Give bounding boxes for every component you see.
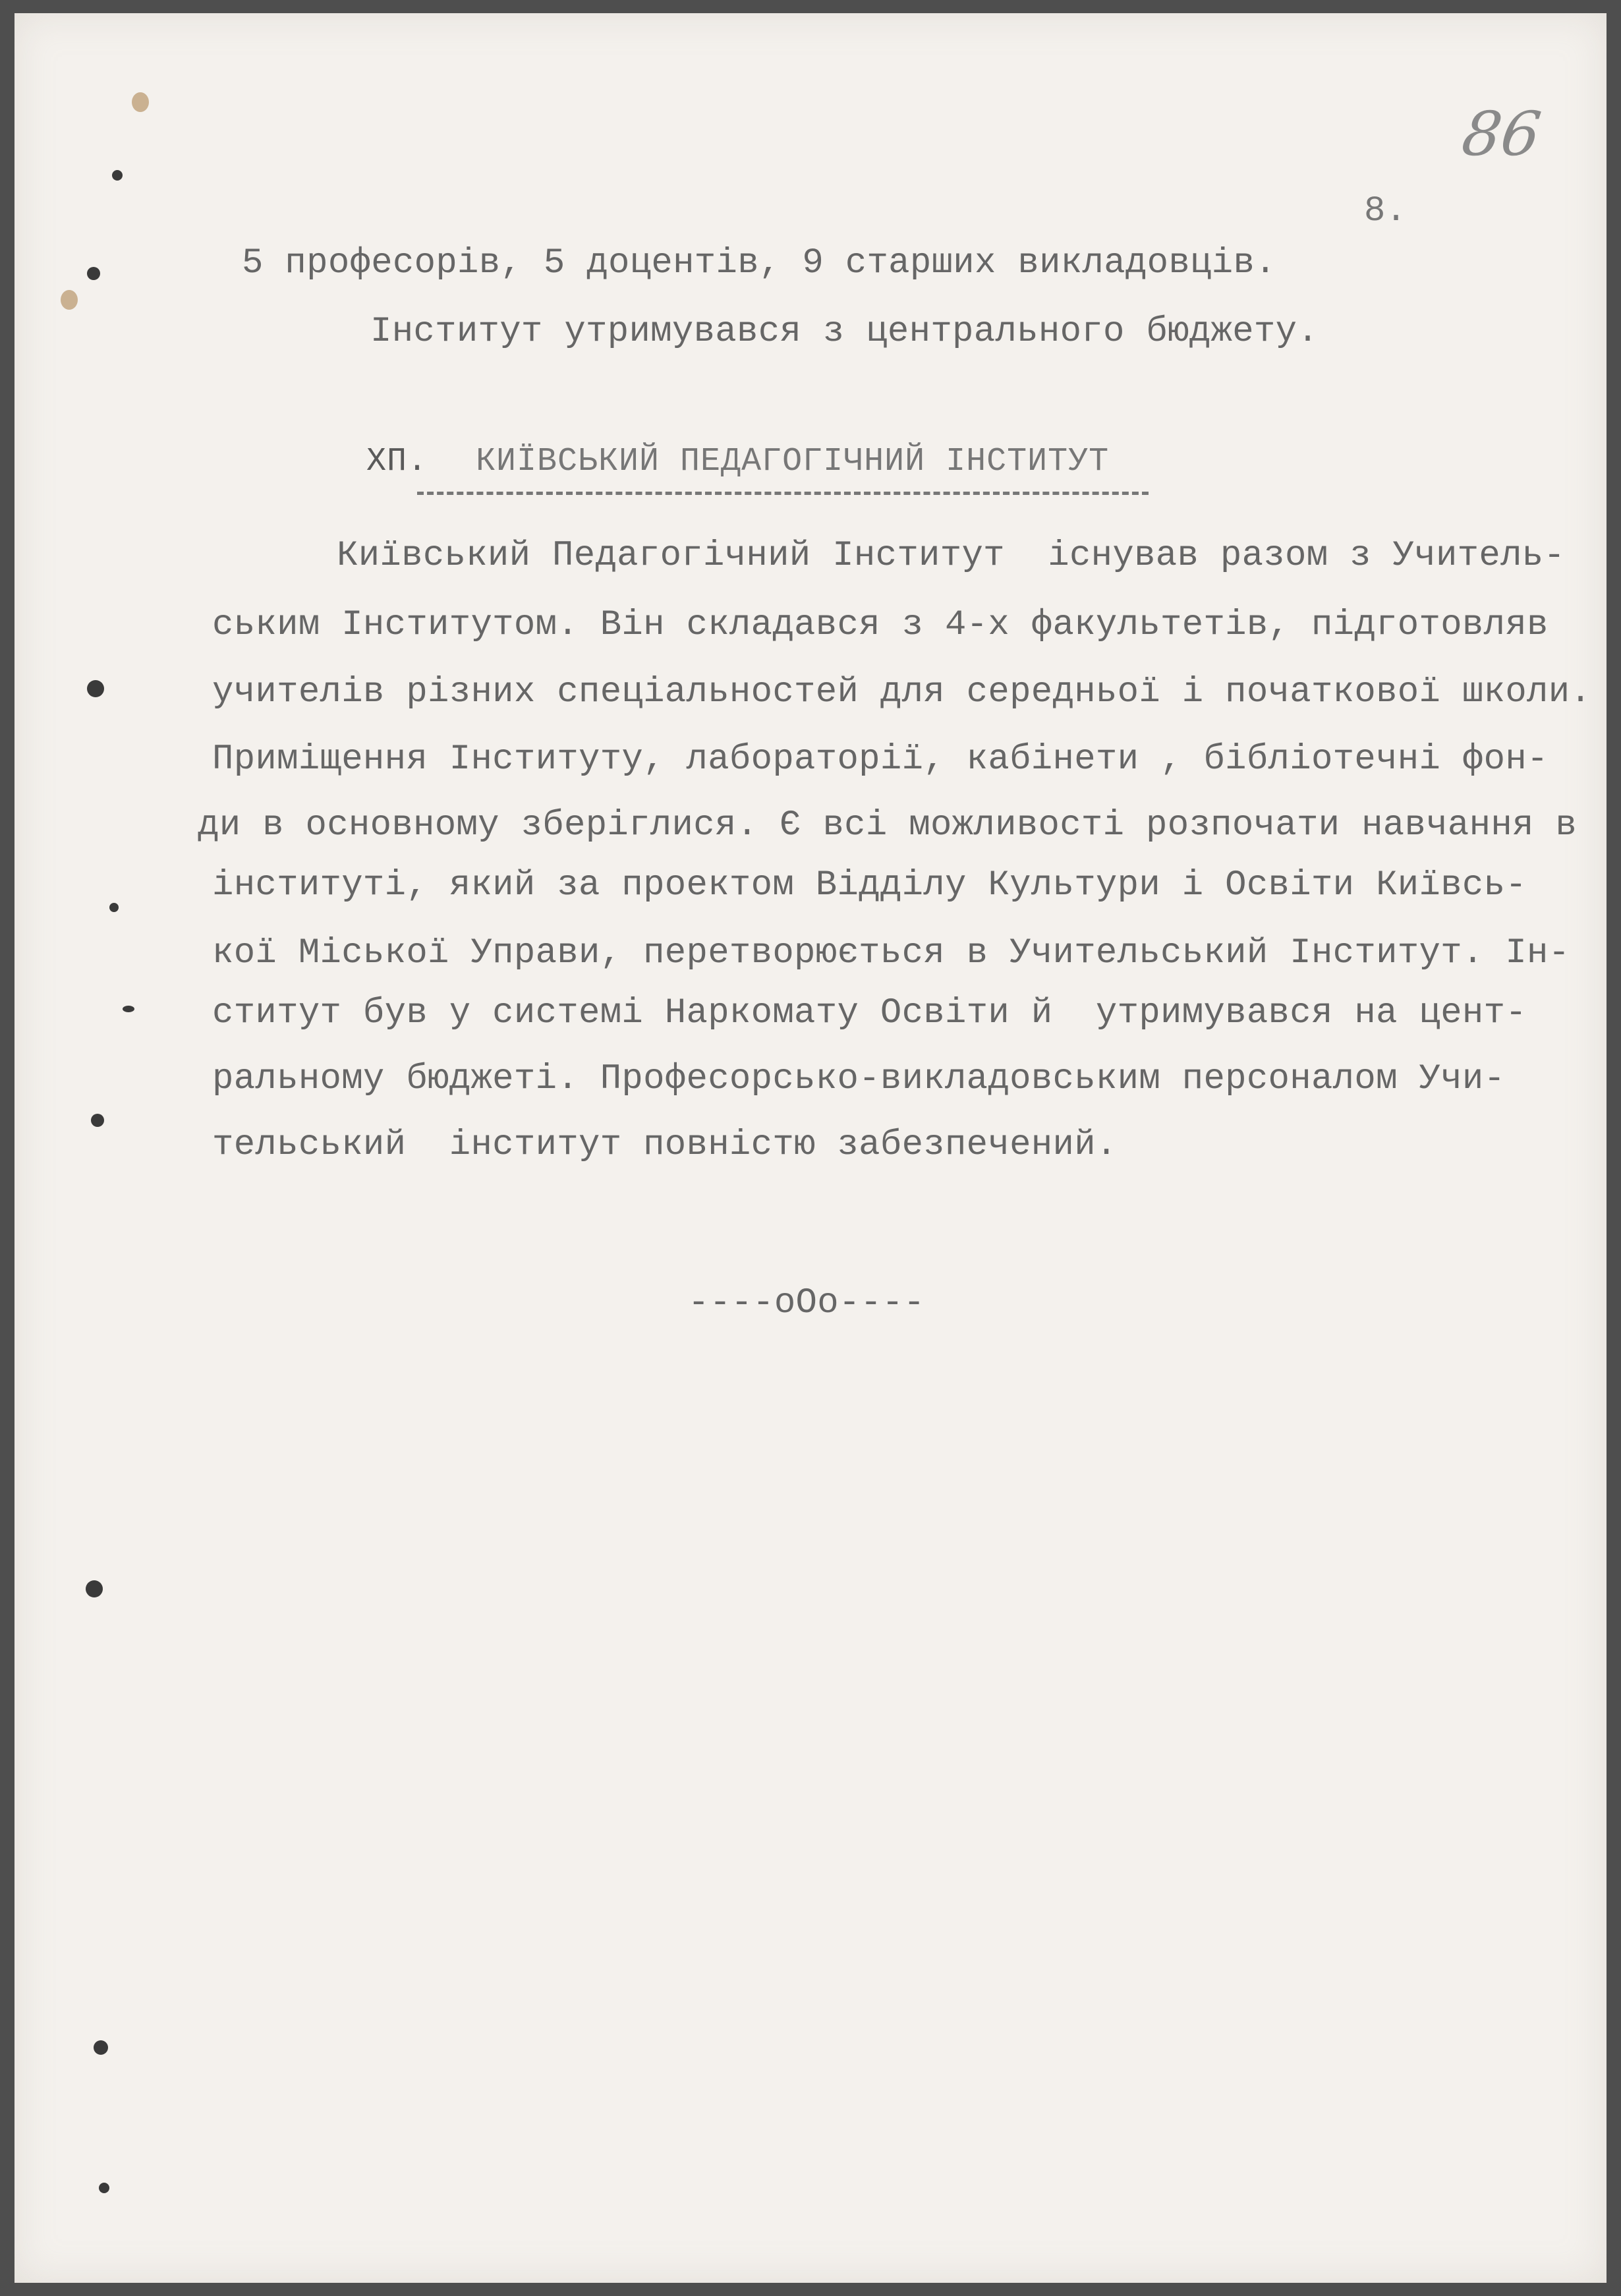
punch-hole-mark [109,903,119,912]
punch-hole-mark [86,1580,103,1597]
paragraph-line: учителів різних спеціальностей для середньої і початкової школи. [212,672,1592,712]
punch-hole-mark [91,1114,104,1127]
paragraph-line: кої Міської Управи, перетворюється в Учительський Інститут. Ін- [212,933,1570,973]
paragraph-line: тельський інститут повністю забезпечений. [212,1125,1118,1165]
paragraph-line: інституті, який за проектом Відділу Культури і Освіти Київсь- [212,865,1527,905]
paragraph-line: ститут був у системі Наркомату Освіти й утримувався на цент- [212,993,1527,1033]
section-title: КИЇВСЬКИЙ ПЕДАГОГІЧНИЙ ІНСТИТУТ [476,443,1110,480]
archive-number: 86 [1458,99,1545,169]
paragraph-line: ським Інститутом. Він складався з 4-х факультетів, підготовляв [212,605,1549,645]
page-number: 8. [1364,191,1407,231]
paragraph-line: Приміщення Інституту, лабораторії, кабінети , бібліотечні фон- [212,739,1549,780]
punch-hole-mark [99,2183,109,2193]
punch-hole-mark [94,2040,108,2055]
punch-hole-mark [87,680,104,697]
punch-hole-mark [87,267,100,280]
stain-mark [132,92,149,112]
paragraph-line: Київський Педагогічний Інститут існував разом з Учитель- [337,536,1566,576]
section-number: ХП. [366,443,428,480]
paragraph-line: ральному бюджеті. Професорсько-викладовським персоналом Учи- [212,1059,1506,1099]
punch-hole-mark [123,1006,134,1012]
intro-line: 5 професорів, 5 доцентів, 9 старших викладовців. [242,243,1276,283]
title-underline [417,492,1149,495]
end-mark: ----oOo---- [688,1283,925,1323]
punch-hole-mark [112,170,123,181]
stain-mark [61,290,78,310]
intro-line: Інститут утримувався з центрального бюджету. [370,312,1319,352]
paragraph-line: ди в основному зберіглися. Є всі можливості розпочати навчання в [198,805,1578,846]
